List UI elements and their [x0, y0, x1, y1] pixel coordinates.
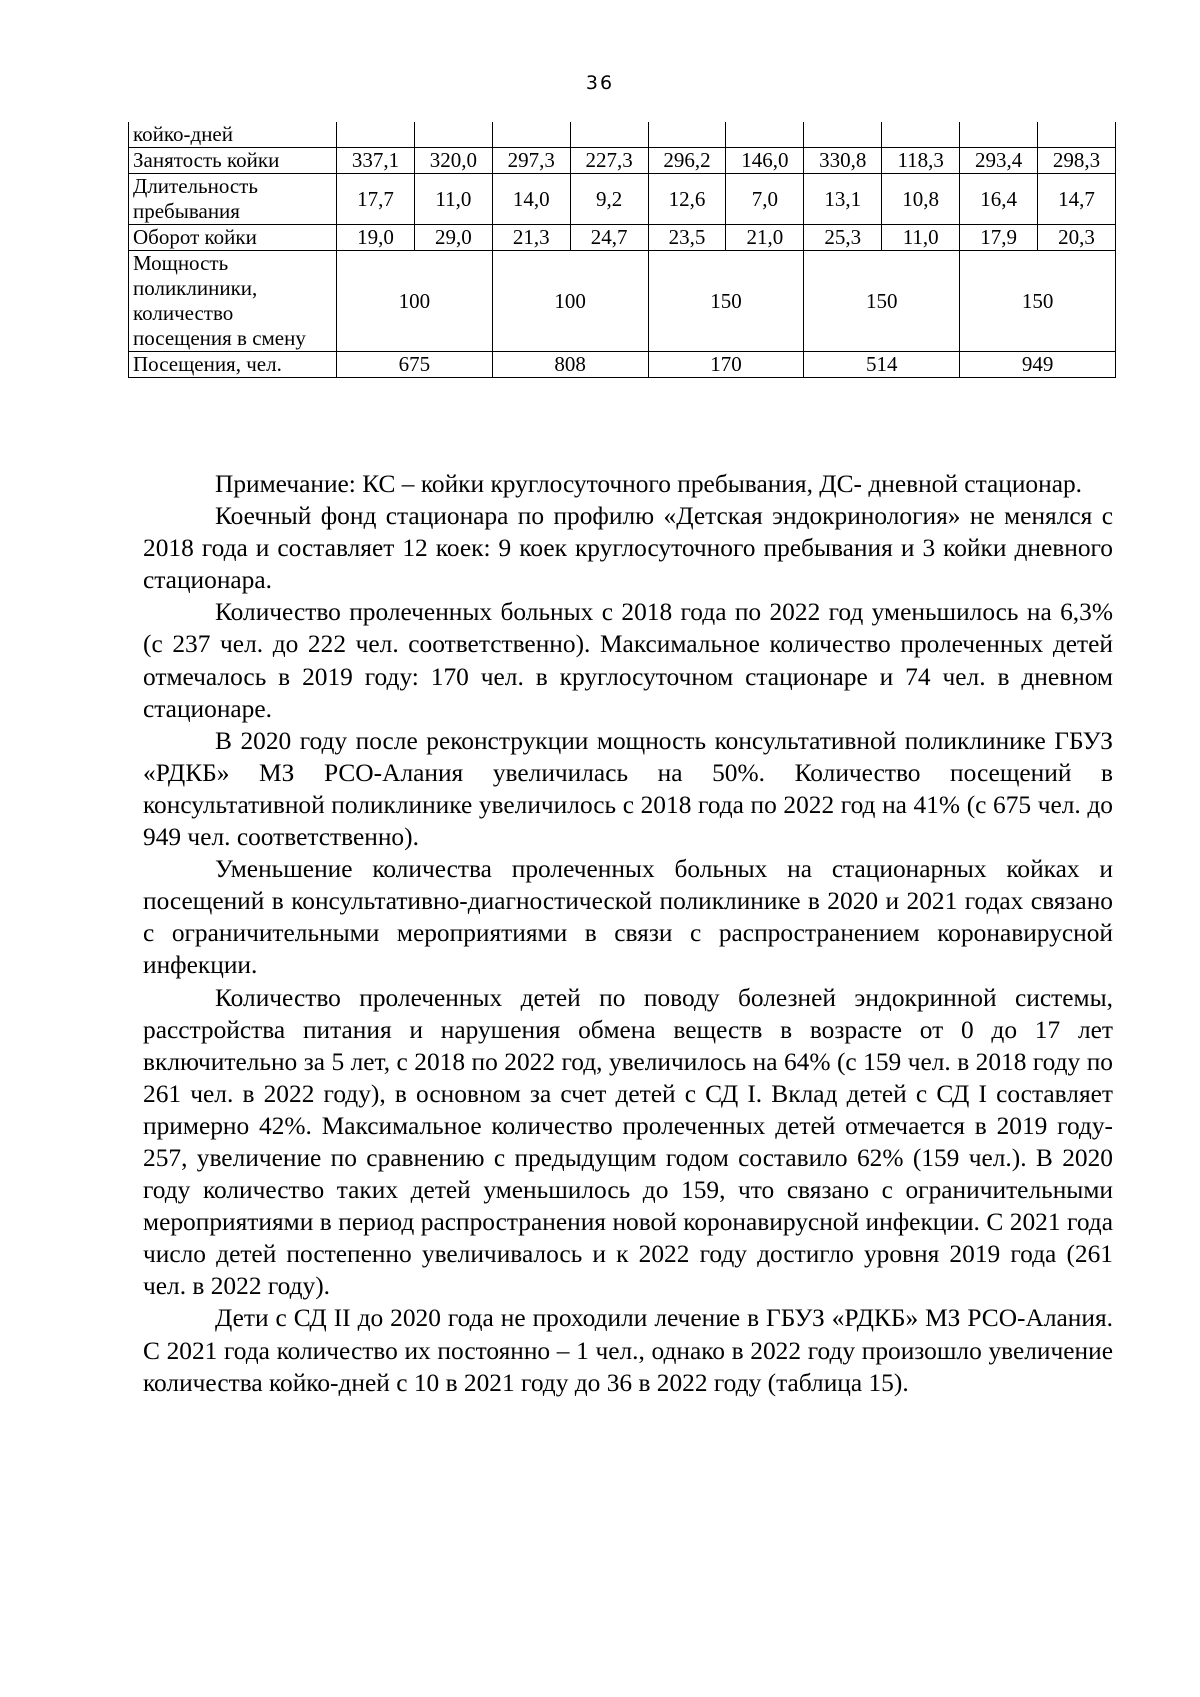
table-cell: 12,6 — [648, 174, 726, 225]
table-cell: 29,0 — [414, 225, 492, 251]
table-cell: 296,2 — [648, 148, 726, 174]
table-cell — [804, 122, 882, 148]
paragraph: В 2020 году после реконструкции мощность консультативной поликлинике ГБУЗ «РДКБ» МЗ РСО-Алания увеличилась на 50%. Количество посещений в консультативной поликлинике увеличилось с 2018 года по 2022 год на 41% (с 675 чел. до 949 чел. соответственно). — [143, 726, 1113, 852]
table-cell — [337, 122, 415, 148]
table-cell: 14,7 — [1038, 174, 1116, 225]
row-label: Оборот койки — [129, 225, 337, 251]
paragraph: Количество пролеченных больных с 2018 года по 2022 год уменьшилось на 6,3% (с 237 чел. до 222 чел. соответственно). Максимальное количество пролеченных детей отмечалось в 2019 году: 170 чел. в круглосуточном стационаре и 74 чел. в дневном стационаре. — [143, 598, 1113, 723]
table-cell: 337,1 — [337, 148, 415, 174]
table-cell: 293,4 — [960, 148, 1038, 174]
row-label: Длительность пребывания — [129, 174, 337, 225]
table-cell: 146,0 — [726, 148, 804, 174]
table-cell: 118,3 — [882, 148, 960, 174]
row-label: койко-дней — [129, 122, 337, 148]
table-cell: 21,0 — [726, 225, 804, 251]
table-cell: 23,5 — [648, 225, 726, 251]
page-number: 36 — [585, 72, 615, 94]
table-cell: 227,3 — [570, 148, 648, 174]
body-text — [143, 468, 1113, 1399]
table-cell — [492, 122, 570, 148]
table-cell — [648, 122, 726, 148]
table-cell — [960, 122, 1038, 148]
table-cell: 7,0 — [726, 174, 804, 225]
table-cell: 170 — [648, 352, 804, 378]
table-cell — [726, 122, 804, 148]
table-cell: 14,0 — [492, 174, 570, 225]
table-cell: 297,3 — [492, 148, 570, 174]
table-cell: 10,8 — [882, 174, 960, 225]
table-cell: 20,3 — [1038, 225, 1116, 251]
paragraph: Количество пролеченных детей по поводу болезней эндокринной системы, расстройства питания и нарушения обмена веществ в возрасте от 0 до 17 лет включительно за 5 лет, с 2018 по 2022 год, увеличилось на 64% (с 159 чел. в 2018 году по 261 чел. в 2022 году), в основном за счет детей с СД I. Вклад детей с СД I составляет примерно 42%. Максимальное количество пролеченных детей отмечается в 2019 году- 257, увеличение по сравнению с предыдущим годом составило 62% (159 чел.). В 2020 году количество таких детей уменьшилось до 159, что связано с ограничительными мероприятиями в период распространения новой коронавирусной инфекции. С 2021 года число детей постепенно увеличивалось и к 2022 году достигло уровня 2019 года (261 чел. в 2022 году). — [143, 983, 1113, 1301]
table-cell — [570, 122, 648, 148]
table-cell: 100 — [492, 251, 648, 352]
table-cell: 11,0 — [414, 174, 492, 225]
row-label: Мощность поликлиники, количество посещения в смену — [129, 251, 337, 352]
table-cell: 150 — [648, 251, 804, 352]
table-cell: 298,3 — [1038, 148, 1116, 174]
table-cell — [882, 122, 960, 148]
table-row-bed-days — [129, 122, 1116, 148]
table-cell: 100 — [337, 251, 493, 352]
table-cell: 808 — [492, 352, 648, 378]
table-cell: 150 — [960, 251, 1116, 352]
paragraph: Коечный фонд стационара по профилю «Детская эндокринология» не менялся с 2018 года и составляет 12 коек: 9 коек круглосуточного пребывания и 3 койки дневного стационара. — [143, 502, 1113, 595]
table-row-length-of-stay — [129, 174, 1116, 225]
hospital-statistics-table — [128, 122, 1116, 378]
note-paragraph: Примечание: КС – койки круглосуточного пребывания, ДС- дневной стационар. — [215, 470, 1083, 498]
table-cell: 13,1 — [804, 174, 882, 225]
row-label: Посещения, чел. — [129, 352, 337, 378]
paragraph: Дети с СД II до 2020 года не проходили лечение в ГБУЗ «РДКБ» МЗ РСО-Алания. С 2021 года количество их постоянно – 1 чел., однако в 2022 году произошло увеличение количества койко-дней с 10 в 2021 году до 36 в 2022 году (таблица 15). — [143, 1304, 1113, 1397]
table-cell: 17,9 — [960, 225, 1038, 251]
table-cell: 11,0 — [882, 225, 960, 251]
table-cell: 150 — [804, 251, 960, 352]
table-cell: 949 — [960, 352, 1116, 378]
row-label: Занятость койки — [129, 148, 337, 174]
table-cell: 17,7 — [337, 174, 415, 225]
table-cell: 9,2 — [570, 174, 648, 225]
table-cell — [1038, 122, 1116, 148]
table-row-bed-occupancy — [129, 148, 1116, 174]
paragraph: Уменьшение количества пролеченных больных на стационарных койках и посещений в консультативно-диагностической поликлинике в 2020 и 2021 годах связано с ограничительными мероприятиями в связи с распространением коронавирусной инфекции. — [143, 855, 1113, 980]
table-cell: 21,3 — [492, 225, 570, 251]
table-row-visits — [129, 352, 1116, 378]
table-cell: 330,8 — [804, 148, 882, 174]
table-cell: 514 — [804, 352, 960, 378]
table-row-bed-turnover — [129, 225, 1116, 251]
table-cell: 25,3 — [804, 225, 882, 251]
table-row-clinic-capacity — [129, 251, 1116, 352]
table-cell: 24,7 — [570, 225, 648, 251]
table-cell: 320,0 — [414, 148, 492, 174]
table-cell: 16,4 — [960, 174, 1038, 225]
table-cell — [414, 122, 492, 148]
table-cell: 19,0 — [337, 225, 415, 251]
table-cell: 675 — [337, 352, 493, 378]
